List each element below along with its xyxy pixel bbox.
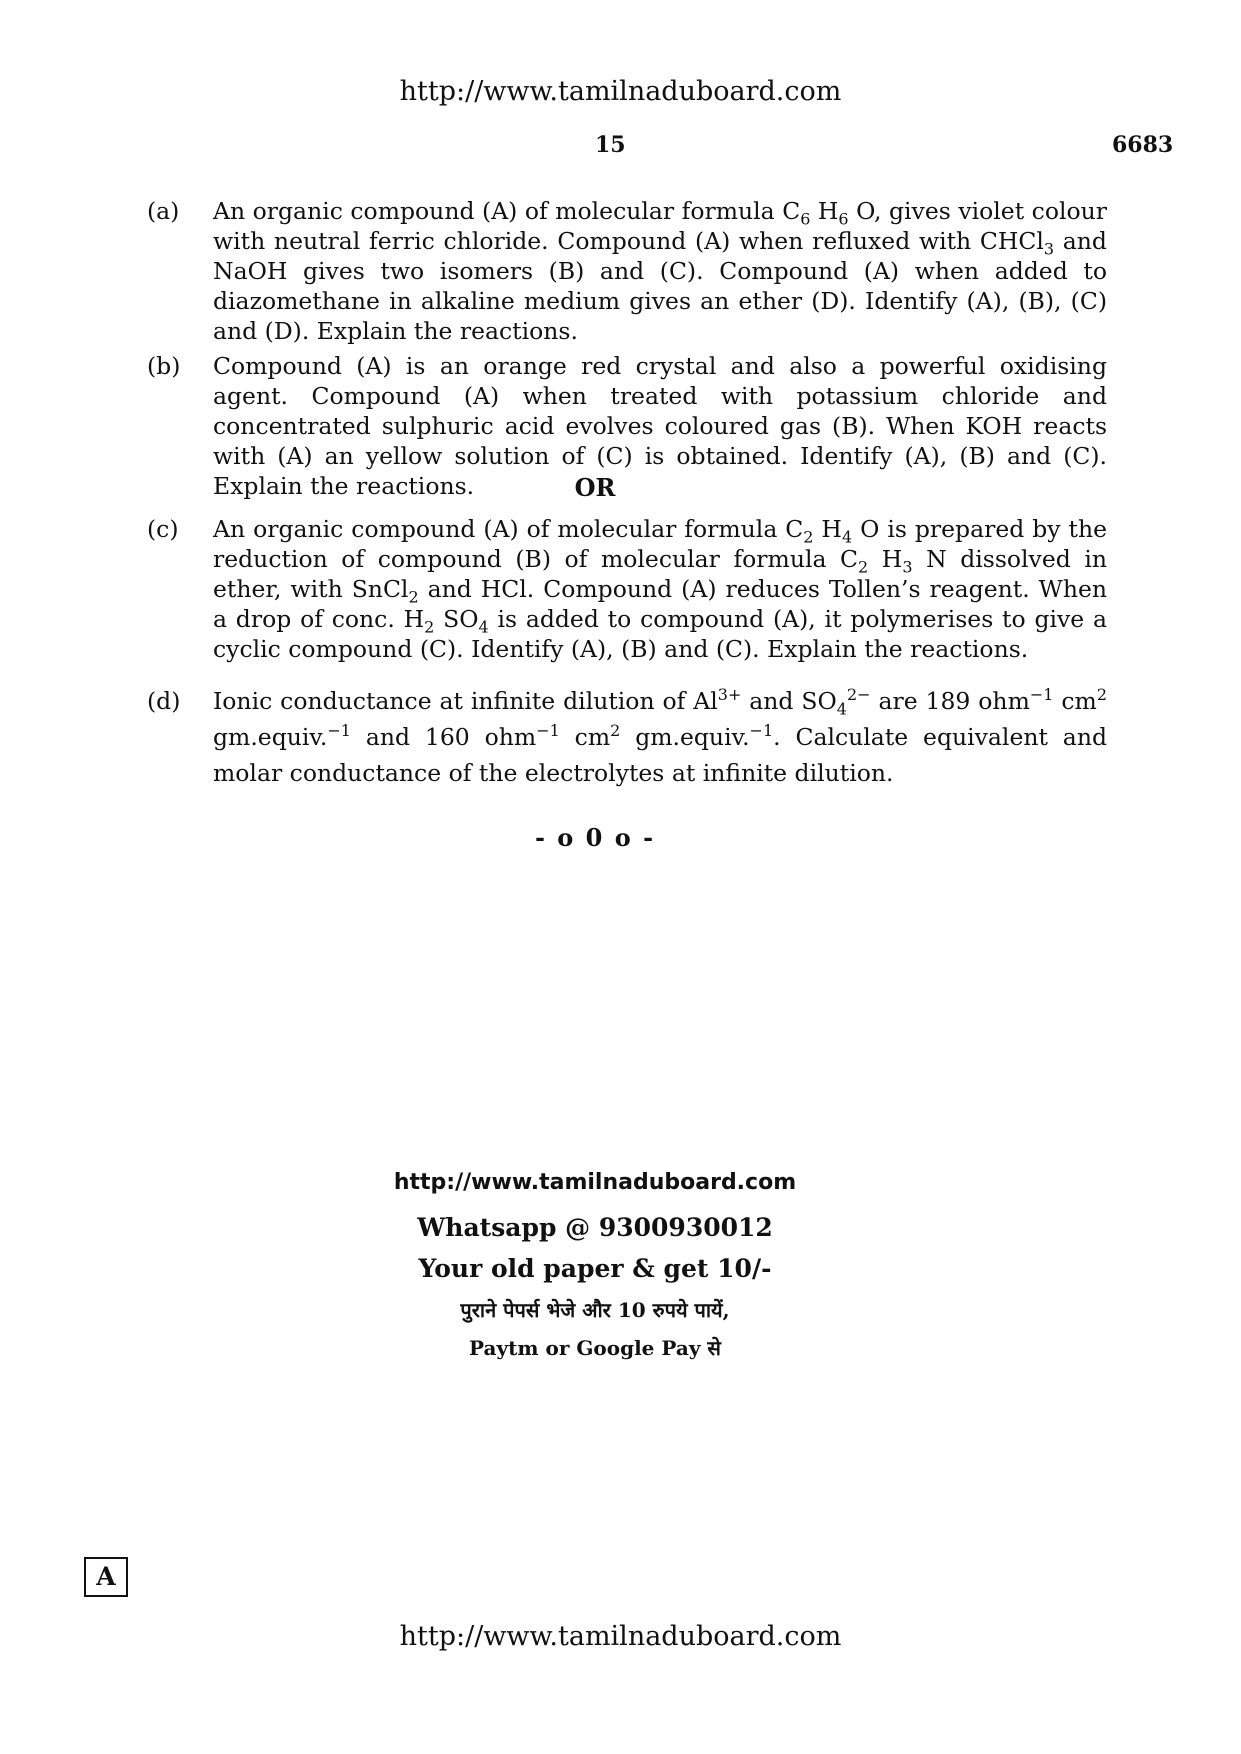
paper-code: 6683 bbox=[1112, 132, 1174, 158]
promo-whatsapp: Whatsapp @ 9300930012 bbox=[417, 1213, 773, 1242]
question-label: (c) bbox=[147, 515, 179, 543]
end-mark: - o 0 o - bbox=[534, 823, 656, 852]
question-label: (a) bbox=[147, 197, 180, 225]
question-d bbox=[147, 683, 1107, 791]
question-text: Ionic conductance at infinite dilution of $Al^{3+}$ and $SO_4^{2-}$ are 189 ohm$^{-1}$ $cm^2$ gm.equiv.$^{-1}$ and 160 ohm$^{-1}$ $cm^2$ gm.equiv.$^{-1}$. Calculate equivalent and molar conductance of the electrolytes at infinite dilution. bbox=[213, 685, 1108, 787]
question-a bbox=[147, 196, 1107, 346]
or-separator: OR bbox=[574, 473, 616, 502]
header-url[interactable]: http://www.tamilnaduboard.com bbox=[399, 76, 842, 107]
promo-payment: Paytm or Google Pay से bbox=[469, 1336, 721, 1360]
question-c bbox=[147, 514, 1107, 664]
promo-old-paper: Your old paper & get 10/- bbox=[418, 1254, 772, 1283]
question-label: (d) bbox=[147, 687, 181, 715]
page-number: 15 bbox=[595, 132, 626, 158]
footer-url[interactable]: http://www.tamilnaduboard.com bbox=[399, 1621, 842, 1652]
question-text: An organic compound (A) of molecular formula $C_6$ $H_6$ O, gives violet colour with neutral ferric chloride. Compound (A) when refluxed with CHCl$_3$ and NaOH gives two isomers (B) and (C). Compound (A) when added to diazomethane in alkaline medium gives an ether (D). Identify (A), (B), (C) and (D). Explain the reactions. bbox=[213, 197, 1107, 345]
section-label-box: A bbox=[84, 1557, 128, 1597]
question-text: An organic compound (A) of molecular formula $C_2$ $H_4$ O is prepared by the reduction of compound (B) of molecular formula $C_2$ $H_3$ N dissolved in ether, with SnCl$_2$ and HCl. Compound (A) reduces Tollen’s reagent. When a drop of conc. $H_2$ $SO_4$ is added to compound (A), it polymerises to give a cyclic compound (C). Identify (A), (B) and (C). Explain the reactions. bbox=[213, 515, 1108, 663]
promo-hindi: पुराने पेपर्स भेजे और 10 रुपये पायें, bbox=[460, 1298, 730, 1322]
question-text: Compound (A) is an orange red crystal and also a powerful oxidising agent. Compound (A) when treated with potassium chloride and concentrated sulphuric acid evolves coloured gas (B). When KOH reacts with (A) an yellow solution of (C) is obtained. Identify (A), (B) and (C). Explain the reactions. bbox=[213, 352, 1107, 500]
question-label: (b) bbox=[147, 352, 181, 380]
promo-url[interactable]: http://www.tamilnaduboard.com bbox=[393, 1170, 797, 1195]
